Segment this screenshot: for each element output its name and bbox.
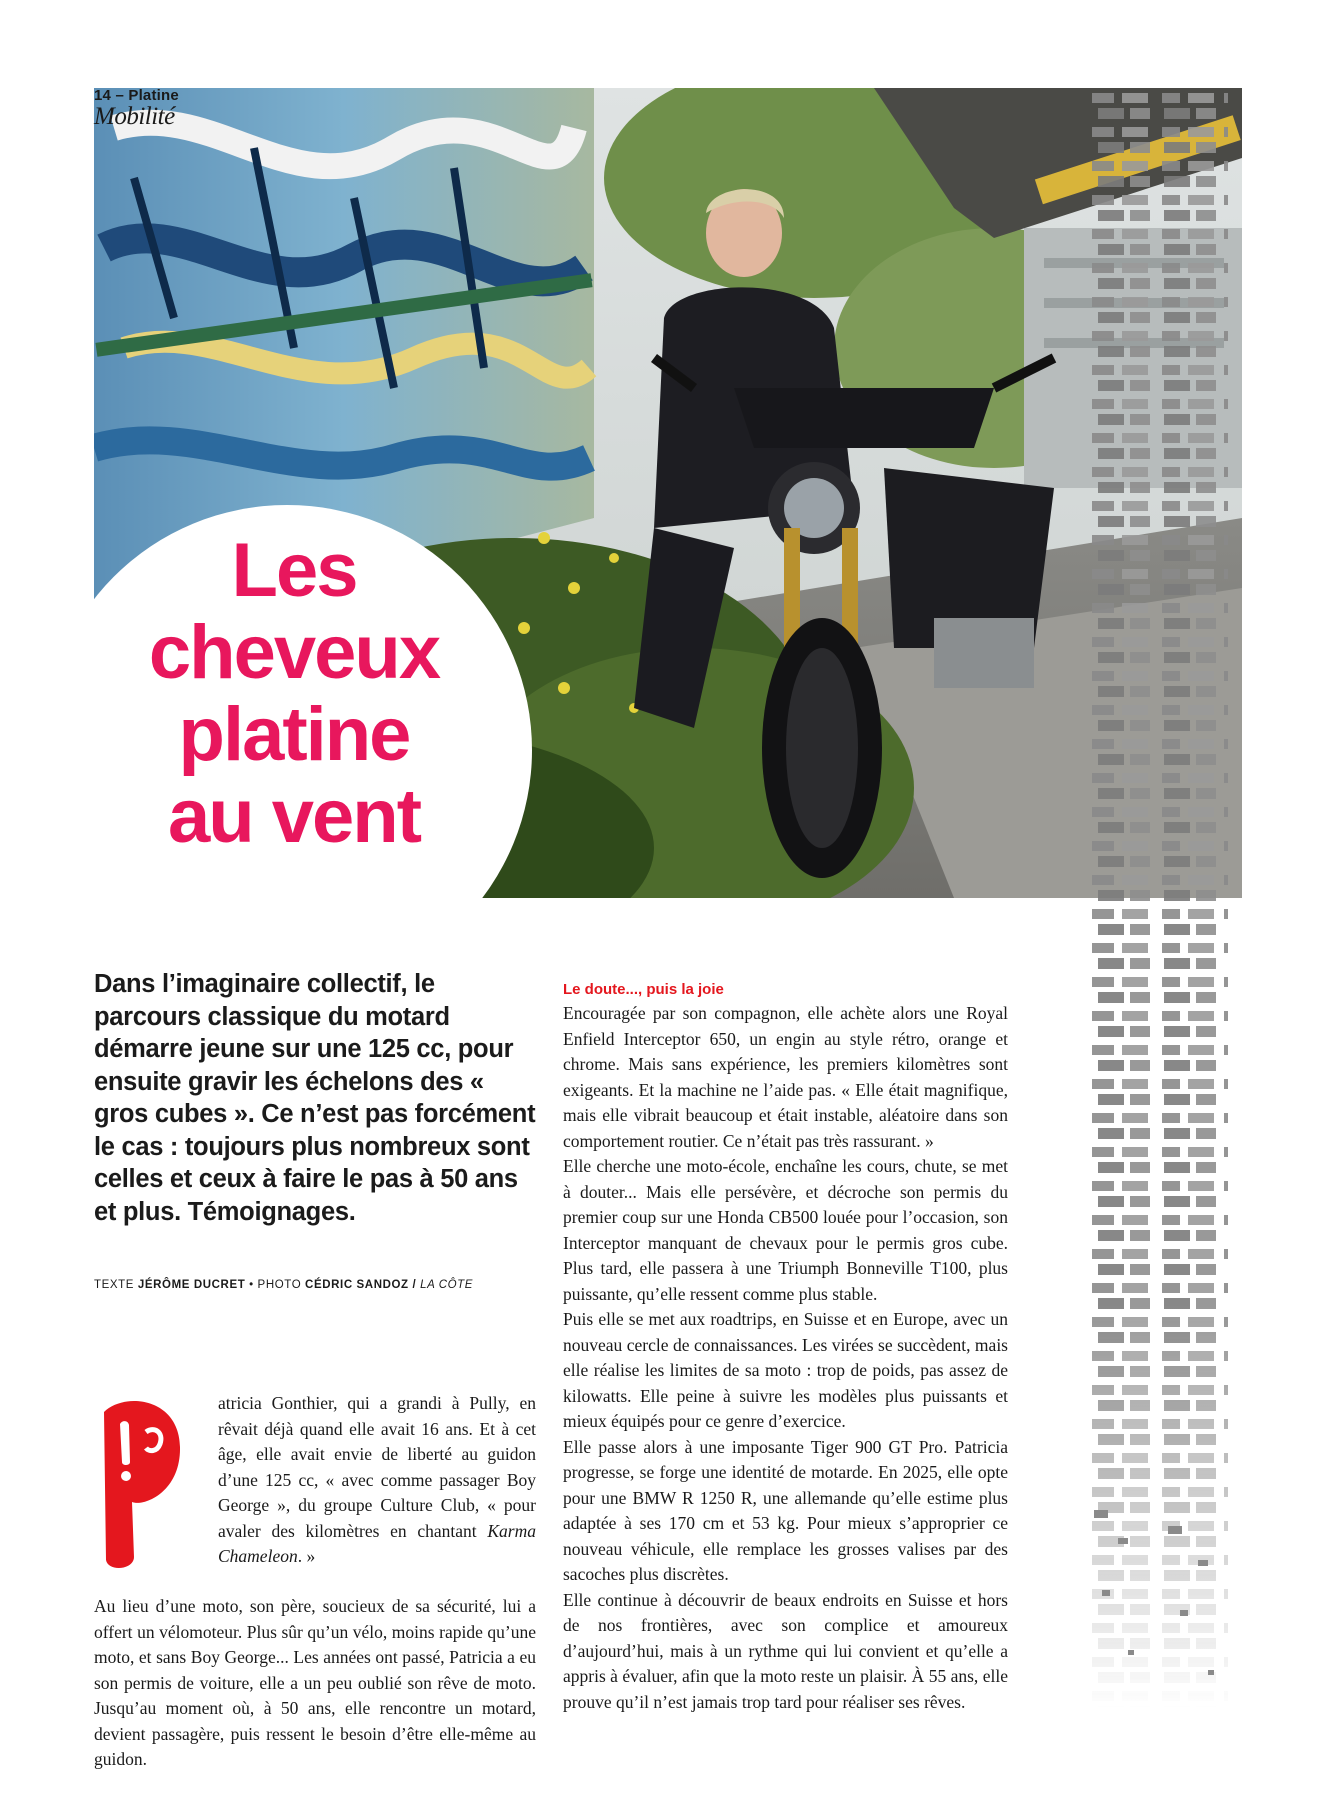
lead-paragraph: Dans l’imaginaire collectif, le parcours classique du motard démarre jeune sur une 125 cc, pour ensuite gravir les échelons des « gros cubes ». Ce n’est pas forcément le cas : toujours plus nombreux sont celles et ceux à faire le pas à 50 ans et plus. Témoignages.	[94, 970, 536, 1226]
headline-line-4: au vent	[167, 774, 421, 859]
headline	[94, 530, 494, 858]
byline	[94, 1279, 473, 1291]
paragraph-4: Elle cherche une moto-école, enchaîne les cours, chute, se met à douter... Mais elle persévère, et décroche son permis du premier coup sur une Honda CB500 louée pour l’occasion, son Interceptor manquant de chevaux pour le permis gros cube. Plus tard, elle passera à une Triumph Bonneville T100, plus puissante, qu’elle ressent comme plus stable.	[563, 1156, 1008, 1304]
byline-author: JÉRÔME DUCRET	[137, 1279, 246, 1291]
folio	[94, 88, 179, 129]
paragraph-2: Au lieu d’une moto, son père, soucieux de sa sécurité, lui a offert un vélomoteur. Plus sûr qu’un vélo, moins rapide qu’une moto, et sans Boy George... Les années ont passé, Patricia a eu son permis de voiture, elle a un peu oublié son rêve de moto. Jusqu’au moment où, à 50 ans, elle rencontre un motard, devient passagère, puis ressent le besoin d’être elle-même au guidon.	[94, 1596, 536, 1769]
article-column-1-bottom	[94, 1594, 536, 1773]
song-title: Karma Chameleon	[218, 1520, 536, 1566]
page-label: 14 – Platine	[94, 87, 179, 104]
headline-line-1: Les	[231, 528, 357, 613]
paragraph-1-end: . »	[297, 1546, 316, 1566]
paragraph-1-text: atricia Gonthier, qui a grandi à Pully, en rêvait déjà quand elle avait 16 ans. Et à cet âge, elle avait envie de liberté au guidon d’une 125 cc, « avec comme passager Boy George », du groupe Culture Club, « pour avaler des kilomètres en chantant	[218, 1393, 536, 1541]
section-label: Mobilité	[94, 103, 175, 130]
subhead: Le doute..., puis la joie	[563, 981, 724, 998]
tire-tracks-decoration	[1088, 90, 1238, 1710]
paragraph-7: Elle continue à découvrir de beaux endroits en Suisse et hors de nos frontières, avec son complice et amoureux d’aujourd’hui, mais à un rythme qui lui convient et qu’elle a appris à évaluer, afin que la moto reste un plaisir. À 55 ans, elle prouve qu’il n’est jamais trop tard pour réaliser ses rêves.	[563, 1589, 1008, 1712]
dropcap-p-icon	[94, 1392, 184, 1572]
byline-agency: LA CÔTE	[420, 1279, 474, 1291]
headline-line-2: cheveux	[148, 610, 440, 695]
byline-photographer: CÉDRIC SANDOZ	[305, 1279, 409, 1291]
byline-text-label: TEXTE	[94, 1279, 135, 1291]
article-column-2	[563, 981, 1008, 1715]
byline-separator: /	[412, 1279, 417, 1291]
article-column-1-top	[218, 1391, 536, 1570]
paragraph-5: Puis elle se met aux roadtrips, en Suisse et en Europe, avec un nouveau cercle de connaissances. Les virées se succèdent, mais elle réalise les limites de sa moto : trop de poids, pas assez de kilowatts. Elle peine à suivre les modèles plus puissants et mieux équipés pour ce genre d’exercice.	[563, 1309, 1008, 1431]
paragraph-1	[218, 1391, 536, 1570]
paragraph-6: Elle passe alors à une imposante Tiger 900 GT Pro. Patricia progresse, se forge une identité de motarde. En 2025, elle opte pour une BMW R 1250 R, une allemande qu’elle estime plus adaptée à ses 170 cm et 53 kg. Pour mieux s’approprier ce nouveau véhicule, elle remplace les grosses valises par des sacoches plus discrètes.	[563, 1436, 1008, 1584]
byline-photo-label: • PHOTO	[249, 1279, 302, 1291]
headline-line-3: platine	[178, 692, 410, 777]
paragraph-3: Encouragée par son compagnon, elle achète alors une Royal Enfield Interceptor 650, un engin au style rétro, orange et chrome. Mais sans expérience, les premiers kilomètres sont exigeants. Et la machine ne l’aide pas. « Elle était magnifique, mais elle vibrait beaucoup et était instable, aléatoire dans son comportement routier. Ce n’était pas très rassurant. »	[563, 1003, 1008, 1151]
